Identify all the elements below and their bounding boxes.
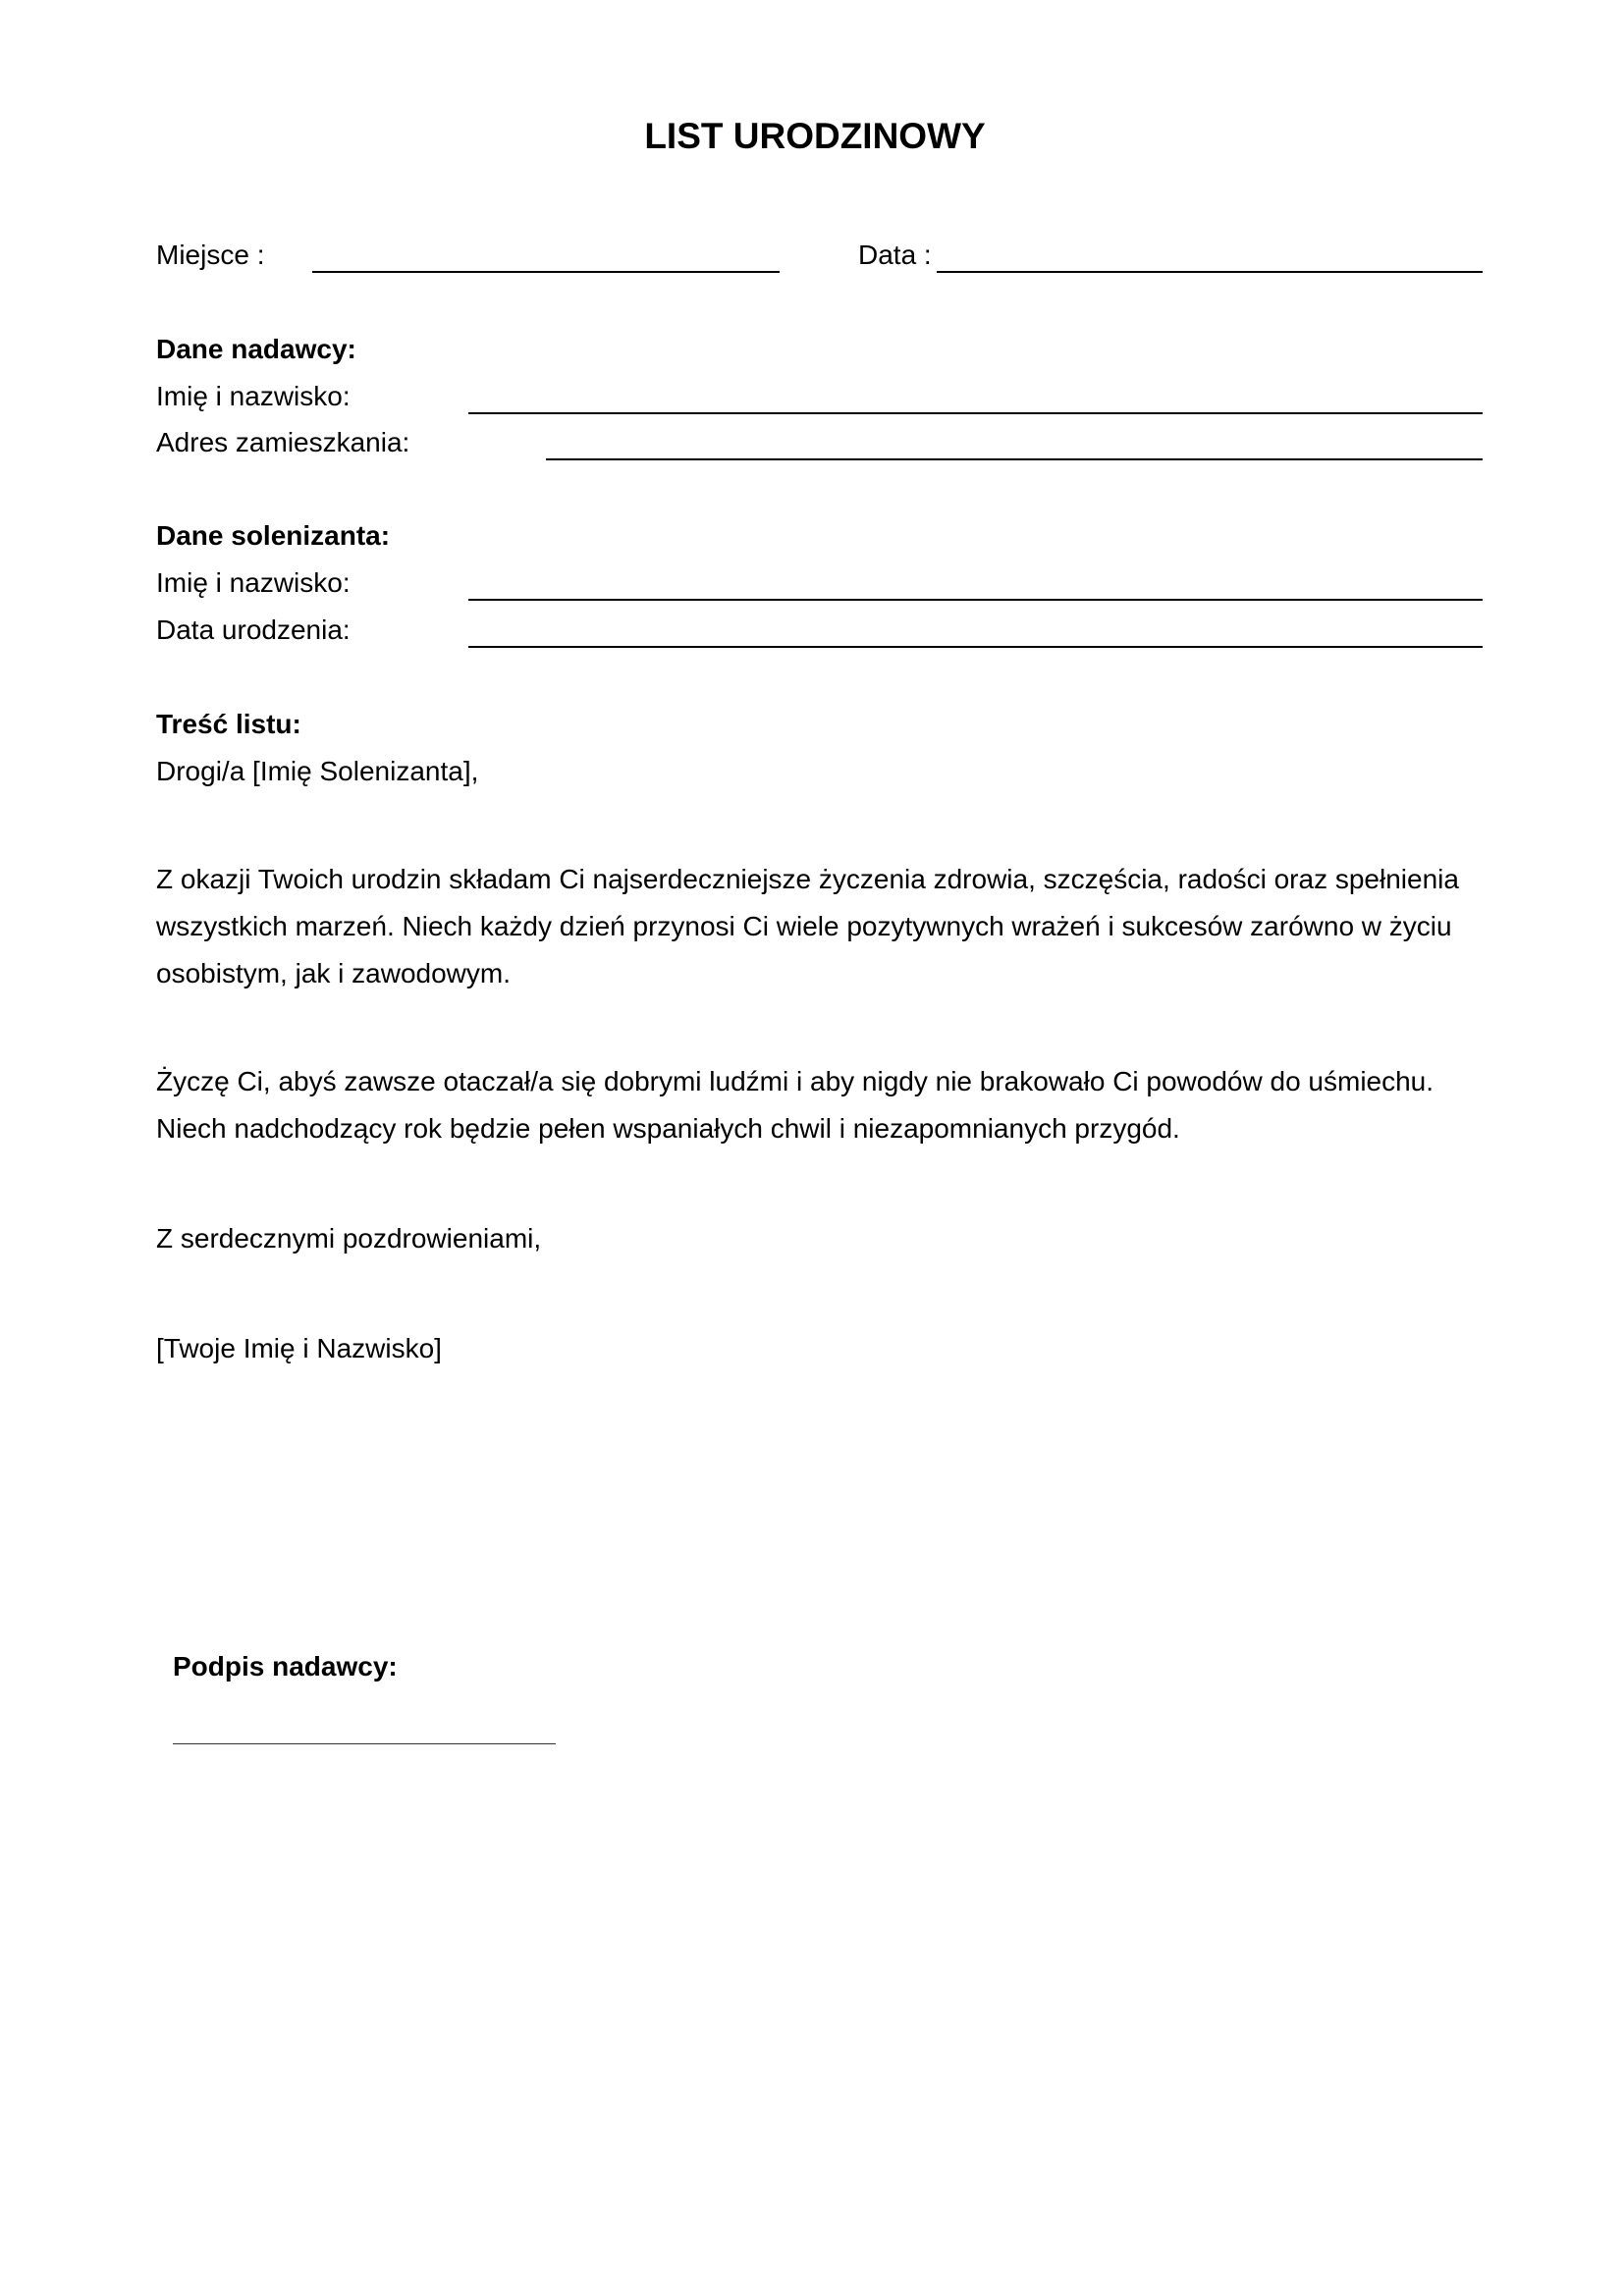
- letter-greeting: Drogi/a [Imię Solenizanta],: [156, 756, 479, 786]
- date-label: Data :: [858, 240, 932, 270]
- celebrant-birthdate-field[interactable]: [468, 646, 1483, 648]
- paragraph-line: Niech nadchodzący rok będzie pełen wspaniałych chwil i niezapomnianych przygód.: [156, 1113, 1180, 1144]
- letter-heading: Treść listu:: [156, 709, 301, 739]
- celebrant-name-label: Imię i nazwisko:: [156, 567, 351, 598]
- celebrant-heading: Dane solenizanta:: [156, 520, 391, 551]
- letter-paragraph-2: [156, 1058, 1482, 1152]
- place-label: Miejsce :: [156, 240, 265, 270]
- sender-name-label: Imię i nazwisko:: [156, 381, 351, 411]
- place-field[interactable]: [312, 271, 780, 273]
- document-title: LIST URODZINOWY: [644, 116, 986, 156]
- paragraph-line: Z okazji Twoich urodzin składam Ci najserdeczniejsze życzenia zdrowia, szczęścia, radości oraz spełnienia: [156, 864, 1459, 894]
- signature-label: Podpis nadawcy:: [173, 1651, 398, 1682]
- paragraph-line: Życzę Ci, abyś zawsze otaczał/a się dobrymi ludźmi i aby nigdy nie brakowało Ci powodów do uśmiechu.: [156, 1066, 1435, 1096]
- sender-address-field[interactable]: [546, 458, 1483, 460]
- sender-heading: Dane nadawcy:: [156, 334, 356, 364]
- letter-closing: Z serdecznymi pozdrowieniami,: [156, 1223, 542, 1254]
- paragraph-line: osobistym, jak i zawodowym.: [156, 958, 512, 988]
- sender-address-label: Adres zamieszkania:: [156, 427, 410, 457]
- letter-paragraph-1: [156, 856, 1482, 997]
- celebrant-name-field[interactable]: [468, 599, 1483, 601]
- celebrant-birthdate-label: Data urodzenia:: [156, 614, 351, 645]
- date-field[interactable]: [937, 271, 1483, 273]
- paragraph-line: wszystkich marzeń. Niech każdy dzień przynosi Ci wiele pozytywnych wrażeń i sukcesów zarówno w życiu: [156, 911, 1452, 941]
- signature-field[interactable]: [173, 1743, 556, 1744]
- sender-name-field[interactable]: [468, 412, 1483, 414]
- letter-signature-placeholder: [Twoje Imię i Nazwisko]: [156, 1333, 442, 1363]
